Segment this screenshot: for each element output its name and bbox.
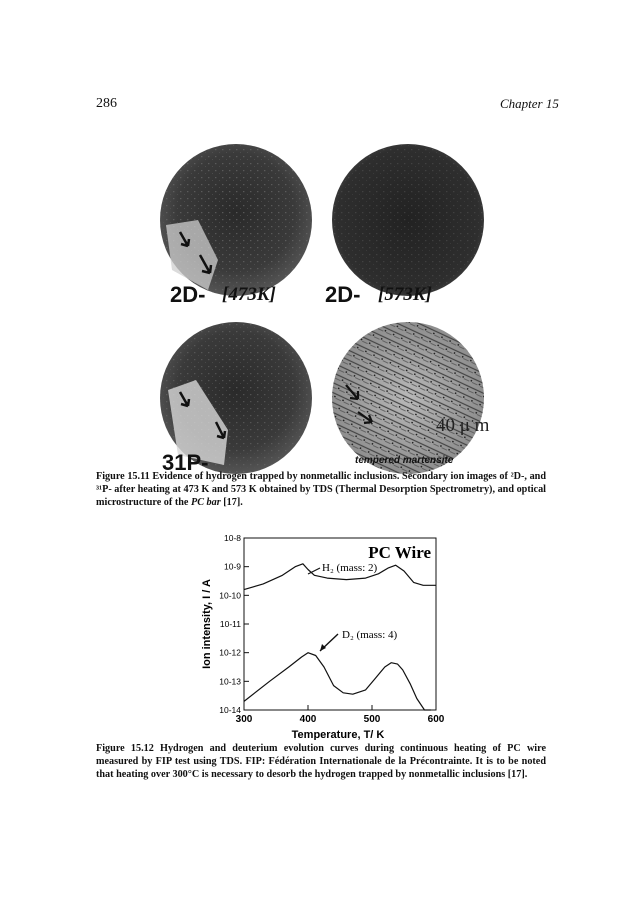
- x-axis-label: Temperature, T/ K: [291, 729, 385, 740]
- caption-text: Hydrogen and deuterium evolution curves during continuous heating of PC wire measured by FIP test using TDS. FIP: Fédération Internationale de la Précontrainte. It is to be noted that heating over 300°C is necessary to desorb the hydrogen trapped by nonmetallic inclusions [17].: [96, 743, 546, 780]
- caption-text: Evidence of hydrogen trapped by nonmetallic inclusions. Secondary ion images of ²D-, and ³¹P- after heating at 473 K and 573 K obtained by TDS (Thermal Desorption Spectrometry), and optical microstructure of the: [96, 471, 547, 508]
- micrograph-d-573k: [332, 144, 484, 296]
- series-line-d2: [244, 653, 431, 710]
- page-number: 286: [96, 96, 117, 111]
- annotation-d2: D₂ (mass: 4): [342, 629, 398, 641]
- x-tick-label: 300: [235, 714, 253, 725]
- panel-label-temp: [573K]: [378, 284, 432, 305]
- micrograph-martensite: [332, 322, 484, 474]
- scale-bar-label: 40 μ m: [436, 415, 490, 436]
- x-tick-label: 500: [363, 714, 381, 725]
- panel-label-martensite: tempered martensite: [355, 455, 454, 466]
- annotation-h2: H₂ (mass: 2): [322, 562, 378, 574]
- tds-chart: [196, 530, 446, 740]
- y-tick-label: 10-10: [219, 590, 241, 601]
- y-tick-label: 10-12: [219, 647, 241, 658]
- y-tick-label: 10-9: [223, 561, 241, 572]
- x-tick-label: 600: [427, 714, 445, 725]
- y-tick-label: 10-8: [223, 533, 241, 543]
- panel-label-ion: 2D-: [325, 282, 361, 307]
- chart-title: PC Wire: [368, 543, 431, 562]
- caption-number: Figure 15.11: [96, 471, 150, 482]
- caption-italic: PC bar: [190, 497, 221, 508]
- y-tick-label: 10-11: [219, 619, 241, 629]
- annotation-arrowhead-d2: [320, 644, 326, 651]
- panel-label-temp: [473K]: [222, 284, 276, 305]
- caption-text-end: [17].: [220, 497, 243, 508]
- y-axis-label: Ion intensity, I / A: [201, 579, 213, 669]
- panel-label-ion: 31P-: [162, 450, 209, 475]
- figure-caption-15-11: [96, 470, 546, 509]
- chapter-title: Chapter 15: [500, 96, 559, 111]
- figure-caption-15-12: [96, 742, 546, 781]
- y-tick-label: 10-14: [219, 705, 241, 715]
- y-tick-label: 10-13: [219, 676, 241, 687]
- x-tick-label: 400: [299, 714, 317, 725]
- caption-number: Figure 15.12: [96, 743, 154, 754]
- panel-label-ion: 2D-: [170, 282, 206, 307]
- micrograph-d-473k: [160, 144, 312, 296]
